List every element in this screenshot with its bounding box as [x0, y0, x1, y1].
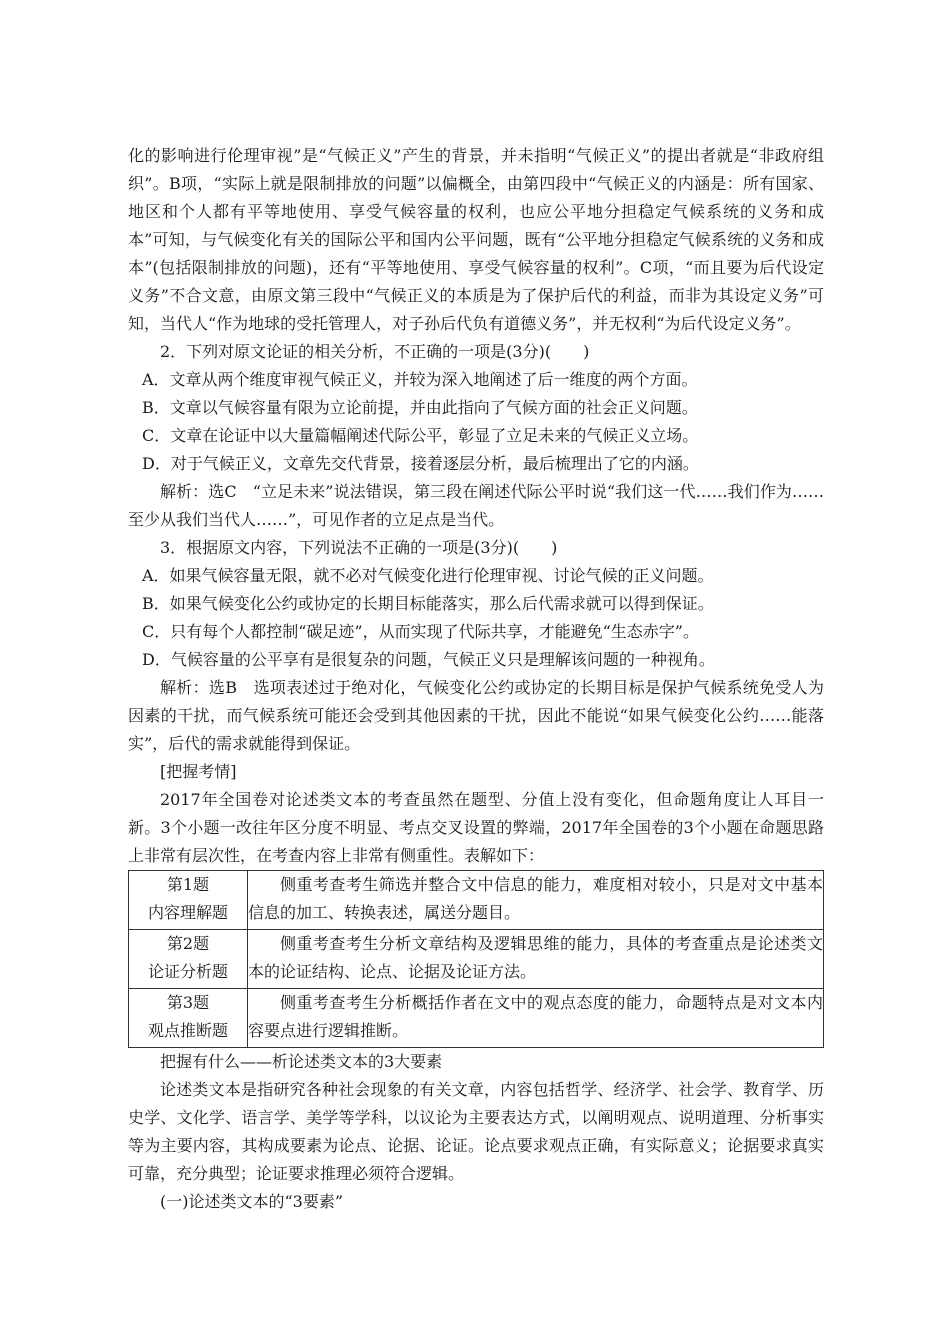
question-type: 论证分析题 [147, 962, 228, 981]
question-description: 侧重考查考生分析文章结构及逻辑思维的能力，具体的考查重点是论述类文本的论证结构、论点、论据及论证方法。 [248, 930, 824, 989]
question-number: 第2题 [166, 934, 210, 953]
q3-stem: 3．根据原文内容，下列说法不正确的一项是(3分)( ) [160, 538, 558, 557]
document-body [128, 142, 824, 1216]
q2-option-a: A．文章从两个维度审视气候正义，并较为深入地阐述了后一维度的两个方面。 [142, 370, 698, 389]
q2-option-b: B．文章以气候容量有限为立论前提，并由此指向了气候方面的社会正义问题。 [142, 398, 698, 417]
section-text: 论述类文本是指研究各种社会现象的有关文章，内容包括哲学、经济学、社会学、教育学、历史学、文化学、语言学、美学等学科，以议论为主要表达方式，以阐明观点、说明道理、分析事实等为主要内容，其构成要素为论点、论据、论证。论点要求观点正确，有实际意义；论据要求真实可靠，充分典型；论证要求推理必须符合逻辑。 [128, 1080, 824, 1183]
q3-option-b: B．如果气候变化公约或协定的长期目标能落实，那么后代需求就可以得到保证。 [142, 594, 714, 613]
question-number: 第1题 [166, 875, 210, 894]
sub-title: (一)论述类文本的“3要素” [160, 1192, 344, 1211]
q3-option-a: A．如果气候容量无限，就不必对气候变化进行伦理审视、讨论气候的正义问题。 [142, 566, 714, 585]
q2-option-d: D．对于气候正义，文章先交代背景，接着逐层分析，最后梳理出了它的内涵。 [142, 454, 699, 473]
q2-option-c: C．文章在论证中以大量篇幅阐述代际公平，彰显了立足未来的气候正义立场。 [142, 426, 699, 445]
grasp-heading: [把握考情] [160, 762, 237, 781]
q2-analysis: 解析：选C “立足未来”说法错误，第三段在阐述代际公平时说“我们这一代……我们作为……至少从我们当代人……”，可见作者的立足点是当代。 [128, 482, 824, 529]
table-row [129, 989, 824, 1048]
q2-stem: 2．下列对原文论证的相关分析，不正确的一项是(3分)( ) [160, 342, 590, 361]
table-row [129, 871, 824, 930]
q1-analysis-continued: 化的影响进行伦理审视”是“气候正义”产生的背景，并未指明“气候正义”的提出者就是“非政府组织”。B项，“实际上就是限制排放的问题”以偏概全，由第四段中“气候正义的内涵是：所有国家、地区和个人都有平等地使用、享受气候容量的权利，也应公平地分担稳定气候系统的义务和成本”可知，与气候变化有关的国际公平和国内公平问题，既有“公平地分担稳定气候系统的义务和成本”(包括限制排放的问题)，还有“平等地使用、享受气候容量的权利”。C项，“而且要为后代设定义务”不合文意，由原文第三段中“气候正义的本质是为了保护后代的利益，而非为其设定义务”可知，当代人“作为地球的受托管理人，对子孙后代负有道德义务”，并无权利“为后代设定义务”。 [128, 146, 824, 333]
table-label-cell [129, 930, 248, 989]
question-description: 侧重考查考生分析概括作者在文中的观点态度的能力，命题特点是对文本内容要点进行逻辑推断。 [248, 989, 824, 1048]
question-type-table [128, 870, 824, 1048]
table-label-cell [129, 989, 248, 1048]
question-type: 内容理解题 [147, 903, 228, 922]
question-description: 侧重考查考生筛选并整合文中信息的能力，难度相对较小，只是对文中基本信息的加工、转换表述，属送分题目。 [248, 871, 824, 930]
q3-analysis: 解析：选B 选项表述过于绝对化，气候变化公约或协定的长期目标是保护气候系统免受人为因素的干扰，而气候系统可能还会受到其他因素的干扰，因此不能说“如果气候变化公约……能落实”，后代的需求就能得到保证。 [128, 678, 824, 753]
section-title: 把握有什么——析论述类文本的3大要素 [160, 1052, 443, 1071]
table-row [129, 930, 824, 989]
q3-option-c: C．只有每个人都控制“碳足迹”，从而实现了代际共享，才能避免“生态赤字”。 [142, 622, 699, 641]
question-number: 第3题 [166, 993, 210, 1012]
question-type: 观点推断题 [147, 1021, 228, 1040]
q3-option-d: D．气候容量的公平享有是很复杂的问题，气候正义只是理解该问题的一种视角。 [142, 650, 715, 669]
grasp-text: 2017年全国卷对论述类文本的考查虽然在题型、分值上没有变化，但命题角度让人耳目一新。3个小题一改往年区分度不明显、考点交叉设置的弊端，2017年全国卷的3个小题在命题思路上非常有层次性，在考查内容上非常有侧重性。表解如下： [128, 790, 824, 865]
table-label-cell [129, 871, 248, 930]
